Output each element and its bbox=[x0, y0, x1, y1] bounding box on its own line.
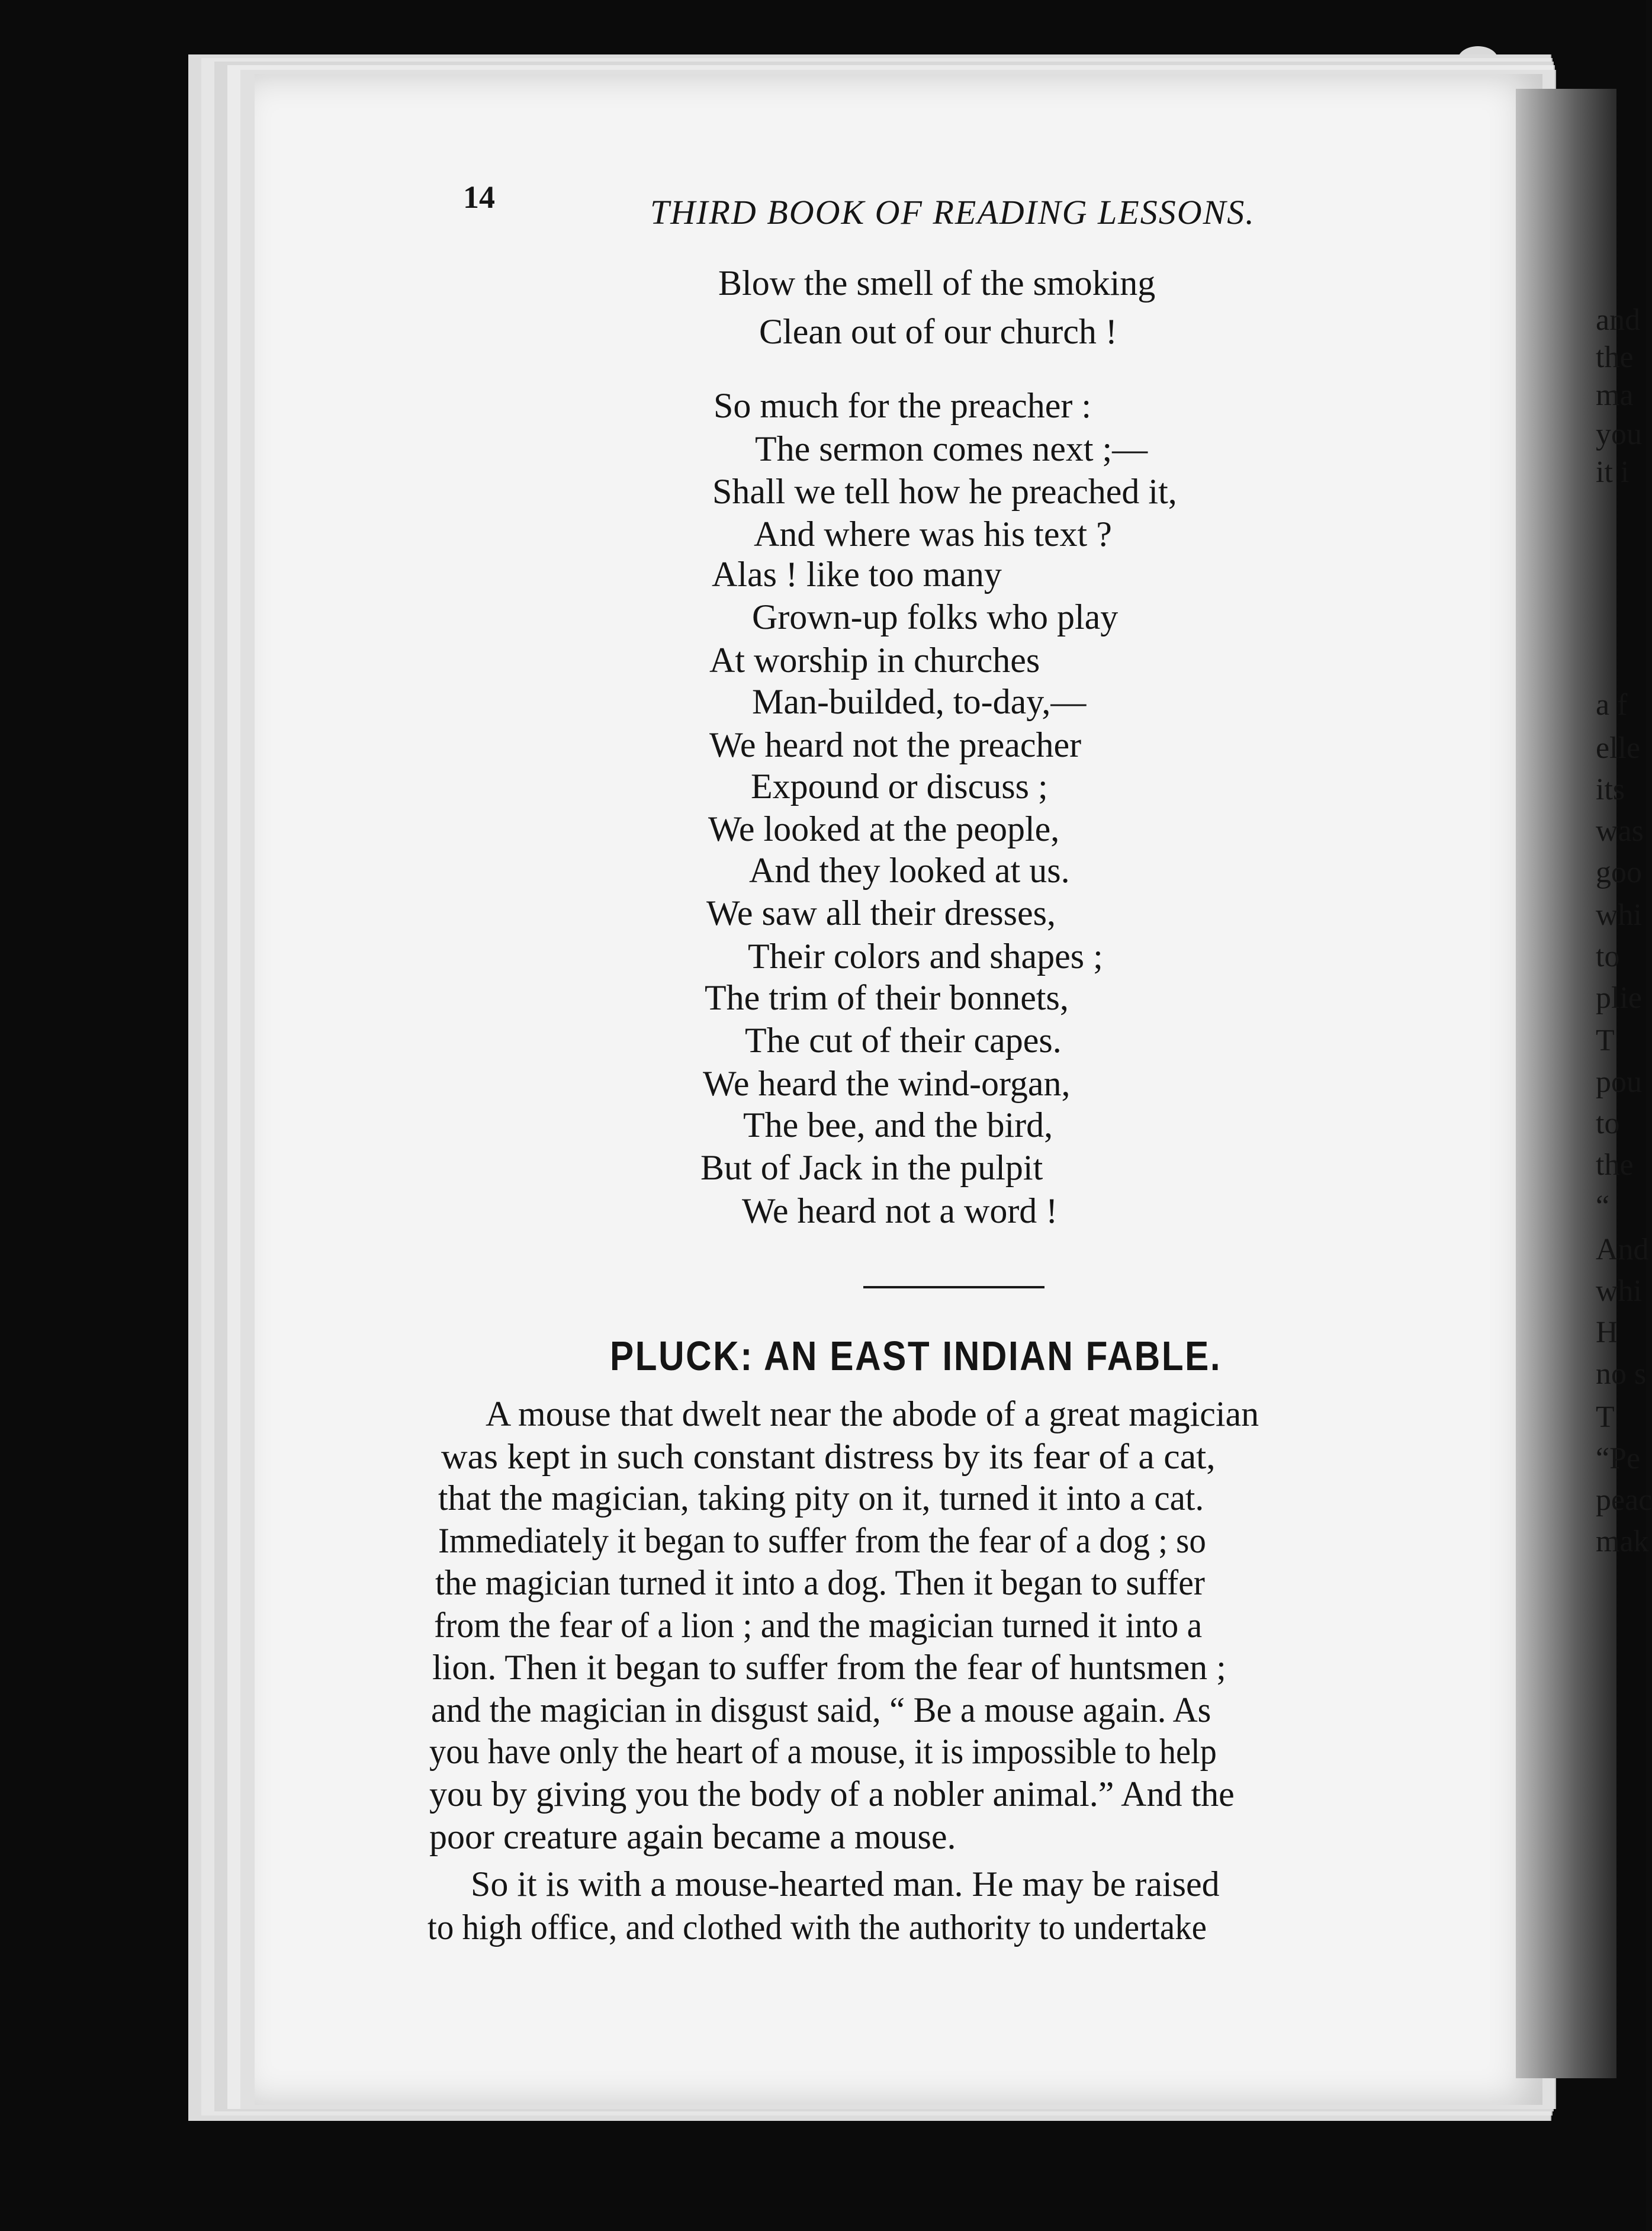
poem-line: And they looked at us. bbox=[749, 851, 1070, 890]
prose-line: Immediately it began to suffer from the fear of a dog ; so bbox=[438, 1521, 1206, 1560]
poem-line: Expound or discuss ; bbox=[751, 767, 1048, 806]
prose-line: was kept in such constant distress by its fear of a cat, bbox=[441, 1437, 1216, 1476]
next-page-fragment: peac bbox=[1596, 1483, 1652, 1517]
poem-line: We heard not the preacher bbox=[709, 725, 1082, 764]
poem-line: The trim of their bonnets, bbox=[705, 978, 1069, 1017]
poem-line: Grown-up folks who play bbox=[752, 597, 1119, 636]
poem-line: But of Jack in the pulpit bbox=[700, 1148, 1043, 1187]
poem-line: And where was his text ? bbox=[754, 515, 1112, 554]
next-page-fragment: no s bbox=[1596, 1357, 1647, 1391]
next-page-fragment: you bbox=[1596, 417, 1642, 451]
next-page-fragment: elle bbox=[1596, 731, 1641, 765]
page-number: 14 bbox=[463, 179, 495, 215]
next-page bbox=[1569, 107, 1652, 2031]
poem-line: We saw all their dresses, bbox=[706, 893, 1056, 933]
prose-line: So it is with a mouse-hearted man. He may be raised bbox=[471, 1864, 1220, 1904]
poem-line: Blow the smell of the smoking bbox=[718, 263, 1156, 303]
next-page-fragment: it i bbox=[1596, 455, 1629, 489]
poem-line: At worship in churches bbox=[709, 641, 1040, 680]
poem-line: The bee, and the bird, bbox=[743, 1105, 1053, 1145]
poem-line: Their colors and shapes ; bbox=[748, 937, 1103, 976]
prose-line: and the magician in disgust said, “ Be a mouse again. As bbox=[431, 1690, 1211, 1729]
next-page-fragment: its bbox=[1596, 773, 1625, 806]
prose-line: poor creature again became a mouse. bbox=[429, 1817, 956, 1856]
section-divider bbox=[863, 1286, 1044, 1288]
next-page-fragment: whi bbox=[1596, 898, 1642, 932]
poem-line: Shall we tell how he preached it, bbox=[712, 472, 1177, 511]
section-heading: PLUCK: AN EAST INDIAN FABLE. bbox=[610, 1333, 1222, 1379]
poem-line: So much for the preacher : bbox=[713, 386, 1092, 425]
next-page-fragment: to bbox=[1596, 940, 1620, 973]
next-page-fragment: goo bbox=[1596, 856, 1642, 889]
next-page-fragment: ma bbox=[1596, 378, 1634, 412]
prose-line: the magician turned it into a dog. Then it began to suffer bbox=[435, 1563, 1205, 1602]
poem-line: The cut of their capes. bbox=[745, 1021, 1062, 1060]
next-page-fragment: “ bbox=[1596, 1190, 1610, 1223]
poem-line: Man-builded, to-day,— bbox=[752, 682, 1087, 721]
next-page-fragment: “Pe bbox=[1596, 1442, 1641, 1475]
next-page-fragment: mak bbox=[1596, 1525, 1649, 1558]
prose-line: from the fear of a lion ; and the magician turned it into a bbox=[434, 1606, 1203, 1645]
prose-line: to high office, and clothed with the authority to undertake bbox=[428, 1908, 1207, 1947]
poem-line: Clean out of our church ! bbox=[759, 312, 1117, 351]
next-page-fragment: and bbox=[1596, 303, 1641, 337]
prose-line: lion. Then it began to suffer from the fear of huntsmen ; bbox=[432, 1648, 1226, 1687]
next-page-fragment: to bbox=[1596, 1107, 1620, 1140]
next-page-fragment: And bbox=[1596, 1233, 1649, 1266]
prose-line: you have only the heart of a mouse, it is impossible to help bbox=[429, 1732, 1217, 1771]
poem-line: Alas ! like too many bbox=[712, 555, 1002, 594]
next-page-fragment: the bbox=[1596, 340, 1634, 374]
running-head: THIRD BOOK OF READING LESSONS. bbox=[650, 193, 1255, 232]
next-page-fragment: pou bbox=[1596, 1065, 1642, 1099]
next-page-fragment: T bbox=[1596, 1024, 1615, 1057]
next-page-fragment: was bbox=[1596, 814, 1644, 848]
next-page-fragment: the bbox=[1596, 1148, 1634, 1182]
next-page-fragment: a f bbox=[1596, 688, 1628, 722]
poem-line: We looked at the people, bbox=[708, 809, 1060, 848]
next-page-fragment: H bbox=[1596, 1316, 1618, 1349]
poem-line: We heard the wind-organ, bbox=[703, 1064, 1071, 1103]
prose-line: you by giving you the body of a nobler animal.” And the bbox=[429, 1774, 1235, 1814]
next-page-fragment: whi bbox=[1596, 1274, 1642, 1308]
next-page-fragment: T bbox=[1596, 1400, 1615, 1434]
poem-line: We heard not a word ! bbox=[742, 1191, 1058, 1230]
next-page-fragment: plie bbox=[1596, 981, 1642, 1015]
prose-line: A mouse that dwelt near the abode of a great magician bbox=[486, 1394, 1259, 1433]
prose-line: that the magician, taking pity on it, turned it into a cat. bbox=[438, 1478, 1204, 1518]
poem-line: The sermon comes next ;— bbox=[755, 429, 1148, 468]
